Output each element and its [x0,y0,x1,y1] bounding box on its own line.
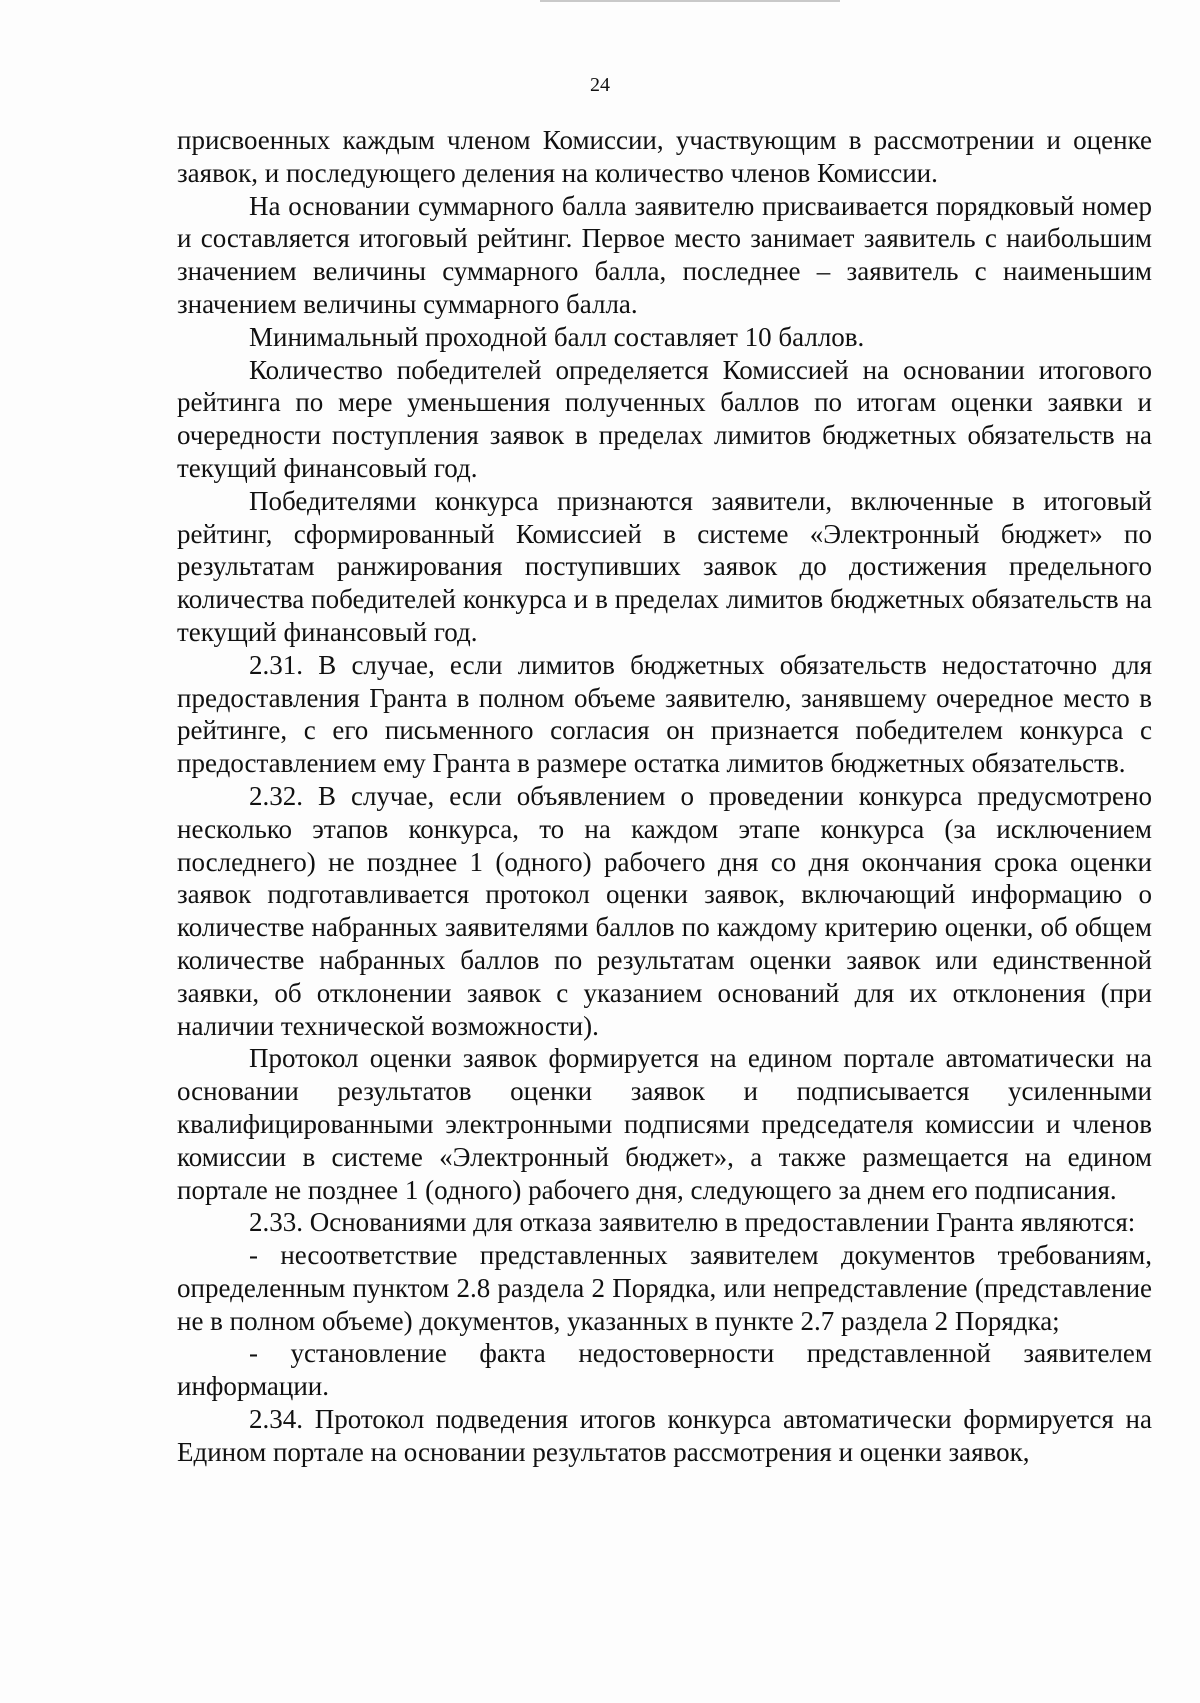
paragraph-2-32: 2.32. В случае, если объявлением о проведении конкурса предусмотрено несколько этапов конкурса, то на каждом этапе конкурса (за исключением последнего) не позднее 1 (одного) рабочего дня со дня окончания срока оценки заявок подготавливается протокол оценки заявок, включающий информацию о количестве набранных заявителями баллов по каждому критерию оценки, об общем количестве набранных баллов по результатам оценки заявок или единственной заявки, об отклонении заявок с указанием оснований для их отклонения (при наличии технической возможности). [177,780,1152,1041]
list-item-unreliable-info: - установление факта недостоверности представленной заявителем информации. [177,1338,1152,1402]
document-body [177,124,1152,1469]
paragraph-winners-count: Количество победителей определяется Комиссией на основании итогового рейтинга по мере уменьшения полученных баллов по итогам оценки заявки и очередности поступления заявок в пределах лимитов бюджетных обязательств на текущий финансовый год. [177,354,1152,483]
paragraph-rating: На основании суммарного балла заявителю присваивается порядковый номер и составляется итоговый рейтинг. Первое место занимает заявитель с наибольшим значением величины суммарного балла, последнее – заявитель с наименьшим значением величины суммарного балла. [177,190,1152,319]
paragraph-2-33: 2.33. Основаниями для отказа заявителю в предоставлении Гранта являются: [249,1207,1136,1238]
list-item-nonconformity: - несоответствие представленных заявителем документов требованиям, определенным пунктом 2.8 раздела 2 Порядка, или непредставление (представление не в полном объеме) документов, указанных в пункте 2.7 раздела 2 Порядка; [177,1240,1152,1336]
paragraph-protocol: Протокол оценки заявок формируется на едином портале автоматически на основании результатов оценки заявок и подписывается усиленными квалифицированными электронными подписями председателя комиссии и членов комиссии в системе «Электронный бюджет», а также размещается на едином портале не позднее 1 (одного) рабочего дня, следующего за днем его подписания. [177,1043,1152,1205]
page-number: 24 [590,74,610,96]
scan-edge-line [540,0,840,2]
paragraph-winners: Победителями конкурса признаются заявители, включенные в итоговый рейтинг, сформированный Комиссией в системе «Электронный бюджет» по результатам ранжирования поступивших заявок до достижения предельного количества победителей конкурса и в пределах лимитов бюджетных обязательств на текущий финансовый год. [177,485,1152,647]
paragraph-2-31: 2.31. В случае, если лимитов бюджетных обязательств недостаточно для предоставления Гранта в полном объеме заявителю, занявшему очередное место в рейтинге, с его письменного согласия он признается победителем конкурса с предоставлением ему Гранта в размере остатка лимитов бюджетных обязательств. [177,649,1152,779]
paragraph-min-score: Минимальный проходной балл составляет 10 баллов. [249,321,865,352]
paragraph-continuation: присвоенных каждым членом Комиссии, участвующим в рассмотрении и оценке заявок, и последующего деления на количество членов Комиссии. [177,125,1152,188]
paragraph-2-34: 2.34. Протокол подведения итогов конкурса автоматически формируется на Едином портале на основании результатов рассмотрения и оценки заявок, [177,1404,1152,1467]
